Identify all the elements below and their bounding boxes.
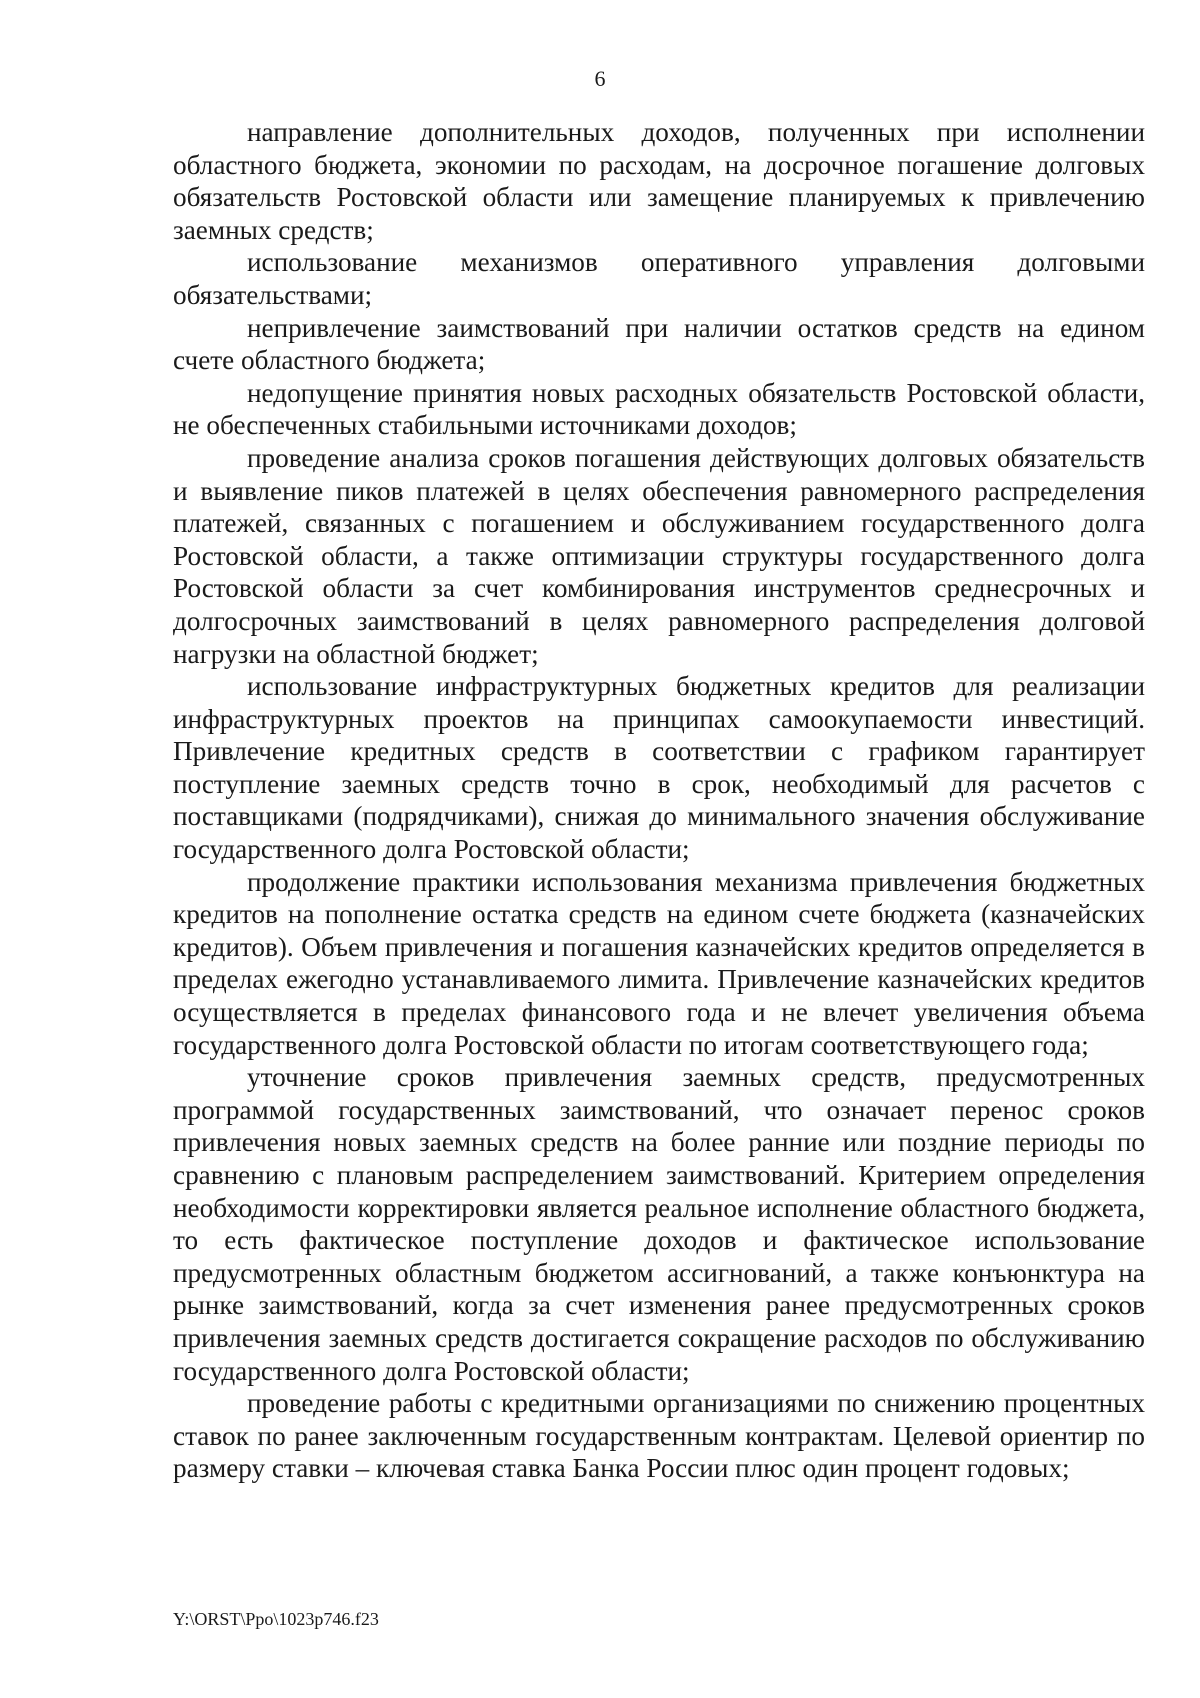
paragraph: проведение анализа сроков погашения действующих долговых обязательств и выявление пиков платежей в целях обеспечения равномерного распределения платежей, связанных с погашением и обслуживанием государственного долга Ростовской области, а также оптимизации структуры государственного долга Ростовской области за счет комбинирования инструментов среднесрочных и долгосрочных заимствований в целях равномерного распределения долговой нагрузки на областной бюджет; (173, 442, 1145, 669)
document-body (173, 116, 1145, 1485)
paragraph: использование инфраструктурных бюджетных кредитов для реализации инфраструктурных проектов на принципах самоокупаемости инвестиций. Привлечение кредитных средств в соответствии с графиком гарантирует поступление заемных средств точно в срок, необходимый для расчетов с поставщиками (подрядчиками), снижая до минимального значения обслуживание государственного долга Ростовской области; (173, 671, 1145, 865)
page-number: 6 (594, 66, 606, 91)
paragraph: проведение работы с кредитными организациями по снижению процентных ставок по ранее заключенным государственным контрактам. Целевой ориентир по размеру ставки – ключевая ставка Банка России плюс один процент годовых; (173, 1388, 1145, 1484)
file-path-footer: Y:\ORST\Ppo\1023p746.f23 (173, 1609, 379, 1629)
paragraph: направление дополнительных доходов, полученных при исполнении областного бюджета, экономии по расходам, на досрочное погашение долговых обязательств Ростовской области или замещение планируемых к привлечению заемных средств; (173, 117, 1145, 245)
paragraph: недопущение принятия новых расходных обязательств Ростовской области, не обеспеченных стабильными источниками доходов; (173, 377, 1145, 441)
paragraph: использование механизмов оперативного управления долговыми обязательствами; (173, 247, 1145, 310)
paragraph: уточнение сроков привлечения заемных средств, предусмотренных программой государственных заимствований, что означает перенос сроков привлечения новых заемных средств на более ранние или поздние периоды по сравнению с плановым распределением заимствований. Критерием определения необходимости корректировки является реальное исполнение областного бюджета, то есть фактическое поступление доходов и фактическое использование предусмотренных областным бюджетом ассигнований, а также конъюнктура на рынке заимствований, когда за счет изменения ранее предусмотренных сроков привлечения заемных средств достигается сокращение расходов по обслуживанию государственного долга Ростовской области; (173, 1062, 1145, 1386)
paragraph: непривлечение заимствований при наличии остатков средств на едином счете областного бюджета; (173, 312, 1145, 376)
paragraph: продолжение практики использования механизма привлечения бюджетных кредитов на пополнение остатка средств на едином счете бюджета (казначейских кредитов). Объем привлечения и погашения казначейских кредитов определяется в пределах ежегодно устанавливаемого лимита. Привлечение казначейских кредитов осуществляется в пределах финансового года и не влечет увеличения объема государственного долга Ростовской области по итогам соответствующего года; (173, 866, 1145, 1060)
